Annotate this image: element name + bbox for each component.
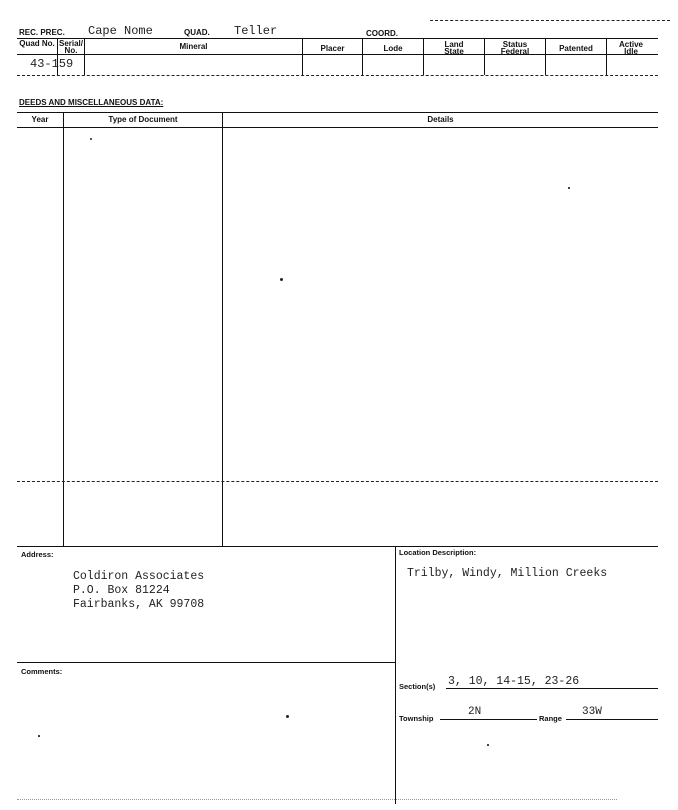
- col-divider: [302, 38, 303, 75]
- scan-speck: [568, 187, 570, 189]
- comments-top-rule: [17, 662, 395, 663]
- col-year: Year: [31, 115, 49, 124]
- scan-speck: [286, 715, 289, 718]
- location-description-value: Trilby, Windy, Million Creeks: [407, 567, 608, 580]
- deeds-dashed-rule: [17, 481, 658, 482]
- range-label: Range: [539, 714, 562, 723]
- col-mineral: Mineral: [179, 42, 208, 51]
- col-lode: Lode: [383, 44, 403, 53]
- coord-label: COORD.: [366, 29, 398, 38]
- address-line-1: Coldiron Associates: [73, 570, 205, 583]
- address-label: Address:: [21, 550, 54, 559]
- location-description-label: Location Description:: [399, 548, 477, 557]
- top-edge-line: [430, 20, 670, 21]
- col-patented: Patented: [559, 44, 593, 53]
- rec-prec-label: REC. PREC.: [19, 28, 65, 37]
- quad-no-value: 43-159: [30, 57, 74, 71]
- deeds-bottom-rule: [17, 546, 658, 547]
- quad-value: Teller: [234, 24, 278, 38]
- scan-speck: [90, 138, 92, 140]
- address-line-3: Fairbanks, AK 99708: [73, 598, 205, 611]
- col-type-of-document: Type of Document: [108, 115, 178, 124]
- range-underline: [566, 719, 658, 720]
- col-status-federal: Status Federal: [500, 40, 530, 56]
- col-divider: [362, 38, 363, 75]
- comments-label: Comments:: [21, 667, 63, 676]
- sections-underline: [446, 688, 658, 689]
- township-label: Township: [399, 714, 434, 723]
- township-value: 2N: [468, 706, 482, 718]
- col-details: Details: [427, 115, 454, 124]
- col-quad-no: Quad No.: [19, 39, 55, 48]
- scan-speck: [280, 278, 283, 281]
- deeds-top-rule: [17, 112, 658, 113]
- deeds-section-title: DEEDS AND MISCELLANEOUS DATA:: [19, 98, 164, 107]
- header-top-rule: [17, 38, 658, 39]
- col-divider: [423, 38, 424, 75]
- range-value: 33W: [582, 706, 602, 718]
- header-bottom-rule: [17, 75, 658, 76]
- lower-center-divider: [395, 546, 396, 804]
- rec-prec-value: Cape Nome: [88, 24, 153, 38]
- col-placer: Placer: [320, 44, 345, 53]
- deeds-header-rule: [17, 127, 658, 128]
- col-divider: [545, 38, 546, 75]
- scan-edge-noise: [17, 799, 617, 800]
- township-underline: [440, 719, 537, 720]
- quad-label: QUAD.: [184, 28, 210, 37]
- col-land-state: Land State: [444, 40, 464, 56]
- col-divider: [484, 38, 485, 75]
- header-mid-rule: [17, 54, 658, 55]
- sections-label: Section(s): [399, 682, 436, 691]
- sections-value: 3, 10, 14-15, 23-26: [448, 675, 580, 688]
- col-active-idle: Active Idle: [618, 40, 643, 56]
- col-divider: [606, 38, 607, 75]
- col-serial-no: Serial/ No.: [58, 39, 83, 55]
- scan-speck: [487, 744, 489, 746]
- address-line-2: P.O. Box 81224: [73, 584, 170, 597]
- scan-speck: [38, 735, 40, 737]
